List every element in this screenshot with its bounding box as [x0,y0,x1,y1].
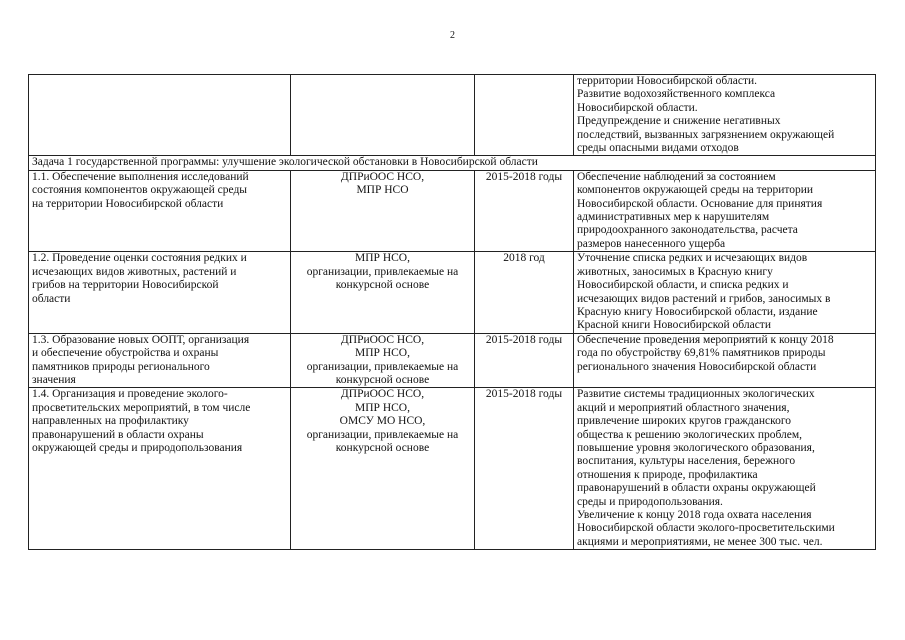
executor-line: конкурсной основе [335,279,430,292]
result-line: общества к решению экологических проблем, [577,428,803,441]
table-row [29,333,876,388]
table-row [29,252,876,333]
executor-line: МПР НСО [356,184,409,197]
measure-line: 1.2. Проведение оценки состояния редких и [32,252,247,265]
result-line: воспитания, культуры населения, бережного [577,455,796,468]
measure-line: направленных на профилактику [32,415,189,428]
result-line: года по обустройству 69,81% памятников природы [577,347,826,360]
executor-line: организации, привлекаемые на [306,265,459,278]
result-line: животных, заносимых в Красную книгу [577,265,773,278]
result-line: исчезающих видов растений и грибов, заносимых в [577,292,831,305]
result-line: Уточнение списка редких и исчезающих видов [577,252,808,265]
result-line: Предупреждение и снижение негативных [577,115,781,128]
result-line: привлечение широких кругов гражданского [577,415,792,428]
period-cell [475,75,574,156]
result-line: Новосибирской области эколого-просветительскими [577,522,835,535]
executor-cell [291,333,475,388]
executor-line: конкурсной основе [335,441,430,454]
result-line: Красной книги Новосибирской области [577,319,771,332]
period-cell: 2018 год [475,252,574,333]
measure-line: 1.4. Организация и проведение эколого- [32,388,228,401]
measure-cell [29,75,291,156]
measure-line: грибов на территории Новосибирской [32,279,219,292]
table-row-continuation [29,75,876,156]
result-line: среды опасными видами отходов [577,142,739,155]
measure-line: просветительских мероприятий, в том числе [32,401,251,414]
executor-line: конкурсной основе [335,373,430,386]
result-cell [574,333,876,388]
executor-cell [291,170,475,251]
executor-line: МПР НСО, [355,347,410,360]
table-row [29,170,876,251]
measure-line: состояния компонентов окружающей среды [32,184,248,197]
table-row [29,388,876,550]
program-measures-table [28,74,876,550]
measure-line: значения [32,373,76,386]
executor-line: ДПРиООС НСО, [340,170,425,183]
result-line: повышение уровня экологического образования, [577,441,815,454]
result-line: среды и природопользования. [577,495,723,508]
page-number: 2 [450,30,455,41]
measure-cell [29,388,291,550]
task-heading-row [29,156,876,170]
result-line: Красную книгу Новосибирской области, издание [577,305,818,318]
result-line: размеров нанесенного ущерба [577,237,726,250]
result-line: компонентов окружающей среды на территории [577,184,814,197]
task-heading: Задача 1 государственной программы: улучшение экологической обстановки в Новосибирской области [29,156,876,170]
executor-line: организации, привлекаемые на [306,360,459,373]
measure-line: 1.1. Обеспечение выполнения исследований [32,170,249,183]
executor-line: МПР НСО, [355,252,410,265]
measure-line: исчезающих видов животных, растений и [32,265,237,278]
result-line: акциями и мероприятиями, не менее 300 тыс. чел. [577,535,823,548]
result-line: Обеспечение проведения мероприятий к концу 2018 [577,333,834,346]
result-line: административных мер к нарушителям [577,211,770,224]
result-line: правонарушений в области охраны окружающей [577,482,816,495]
result-line: Новосибирской области. Основание для принятия [577,197,823,210]
executor-line: организации, привлекаемые на [306,428,459,441]
result-line: Новосибирской области. [577,101,698,114]
executor-cell [291,75,475,156]
executor-line: ОМСУ МО НСО, [339,415,426,428]
executor-line: ДПРиООС НСО, [340,333,425,346]
result-cell [574,75,876,156]
result-line: акций и мероприятий областного значения, [577,401,790,414]
result-cell [574,252,876,333]
result-line: территории Новосибирской области. [577,75,758,87]
executor-cell [291,388,475,550]
result-line: Обеспечение наблюдений за состоянием [577,170,776,183]
period-cell: 2015-2018 годы [475,388,574,550]
result-cell [574,388,876,550]
result-line: отношения к природе, профилактика [577,468,758,481]
result-line: Новосибирской области, и списка редких и [577,279,789,292]
result-line: природоохранного законодательства, расчета [577,224,798,237]
result-line: регионального значения Новосибирской области [577,360,817,373]
period-cell: 2015-2018 годы [475,170,574,251]
executor-line: ДПРиООС НСО, [340,388,425,401]
measure-cell [29,252,291,333]
executor-cell [291,252,475,333]
result-line: последствий, вызванных загрязнением окружающей [577,128,835,141]
period-cell: 2015-2018 годы [475,333,574,388]
measure-line: правонарушений в области охраны [32,428,204,441]
measure-line: памятников природы регионального [32,360,210,373]
executor-line: МПР НСО, [355,401,410,414]
measure-line: и обеспечение обустройства и охраны [32,347,219,360]
measure-line: на территории Новосибирской области [32,197,224,210]
measure-cell [29,333,291,388]
measure-line: области [32,292,71,305]
measure-line: 1.3. Образование новых ООПТ, организация [32,333,250,346]
result-cell [574,170,876,251]
measure-cell [29,170,291,251]
result-line: Развитие водохозяйственного комплекса [577,88,776,101]
measure-line: окружающей среды и природопользования [32,441,243,454]
result-line: Увеличение к концу 2018 года охвата населения [577,509,812,521]
result-line: Развитие системы традиционных экологических [577,388,815,401]
